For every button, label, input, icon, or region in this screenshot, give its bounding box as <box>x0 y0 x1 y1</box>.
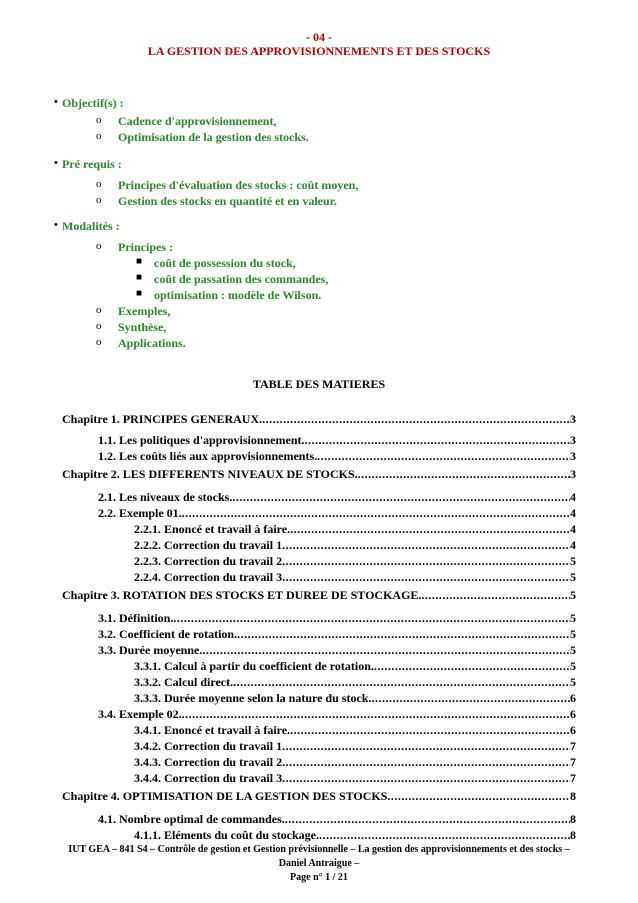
toc-entry-page: 8 <box>570 789 576 803</box>
toc-entry[interactable] <box>98 433 576 448</box>
toc-leader <box>387 789 570 804</box>
section-modalites-title <box>54 219 120 234</box>
toc-entry-label: Chapitre 3. ROTATION DES STOCKS ET DUREE DE STOCKAGE. <box>62 588 422 602</box>
toc-entry-page: 7 <box>570 771 576 785</box>
toc-entry-page: 5 <box>570 554 576 568</box>
toc-entry-label: 3.4.3. Correction du travail 2 <box>134 755 283 769</box>
toc-leader <box>202 643 570 658</box>
toc-entry[interactable] <box>134 675 576 690</box>
principe-item-text: coût de possession du stock, <box>154 256 296 270</box>
toc-leader <box>421 588 570 603</box>
footer-text: IUT GEA – 841 S4 – Contrôle de gestion et Gestion prévisionnelle – La gestion des approvisionnements et des stocks – Daniel Antraigue – <box>68 844 570 869</box>
toc-leader <box>233 675 570 690</box>
toc-leader <box>285 812 570 827</box>
toc-leader <box>182 506 570 521</box>
bullet-icon: • <box>54 219 58 231</box>
section-title-text: Modalités : <box>62 219 120 233</box>
toc-entry-label: 2.2. Exemple 01. <box>98 506 182 520</box>
toc-entry-label: 4.1. Nombre optimal de commandes. <box>98 812 285 826</box>
toc-entry-page: 5 <box>570 675 576 689</box>
principe-item <box>136 256 296 271</box>
circle-bullet-icon: o <box>96 240 102 252</box>
toc-leader <box>358 467 570 482</box>
toc-entry-page: 6 <box>570 723 576 737</box>
toc-entry-label: Chapitre 1. PRINCIPES GENERAUX. <box>62 412 263 426</box>
toc-entry[interactable] <box>98 449 576 464</box>
toc-entry-label: 3.2. Coefficient de rotation. <box>98 627 238 641</box>
toc-entry[interactable] <box>98 643 576 658</box>
toc-entry-page: 5 <box>570 643 576 657</box>
objectif-item <box>96 130 309 145</box>
toc-entry-label: 3.1. Définition. <box>98 611 174 625</box>
modalites-item-text: Exemples, <box>118 304 171 318</box>
toc-title: TABLE DES MATIERES <box>252 377 386 391</box>
bullet-icon: • <box>54 157 58 169</box>
toc-entry-label: 2.2.1. Enoncé et travail à faire. <box>134 522 291 536</box>
circle-bullet-icon: o <box>96 130 102 142</box>
toc-entry-label: 3.4. Exemple 02. <box>98 707 182 721</box>
toc-entry-page: 7 <box>570 739 576 753</box>
toc-entry[interactable] <box>134 723 576 738</box>
circle-bullet-icon: o <box>96 114 102 126</box>
toc-entry-page: 3 <box>570 412 576 426</box>
toc-entry-label: Chapitre 4. OPTIMISATION DE LA GESTION DES STOCKS <box>62 789 388 803</box>
toc-leader <box>374 659 570 674</box>
toc-leader <box>371 691 570 706</box>
toc-leader <box>319 828 570 843</box>
toc-entry[interactable] <box>134 691 576 706</box>
principes-label: Principes : <box>118 240 173 254</box>
principe-item <box>136 288 322 303</box>
toc-entry-page: 6 <box>570 707 576 721</box>
toc-leader <box>290 522 570 537</box>
toc-entry-page: 7 <box>570 755 576 769</box>
section-objectifs-title <box>54 96 124 111</box>
toc-leader <box>237 627 570 642</box>
modalites-item <box>96 320 167 335</box>
toc-entry-page: 5 <box>570 588 576 602</box>
toc-entry[interactable] <box>134 659 576 674</box>
toc-leader <box>317 449 570 464</box>
toc-leader <box>282 771 570 786</box>
objectif-item-text: Cadence d'approvisionnement, <box>118 114 277 128</box>
toc-leader <box>182 707 570 722</box>
section-title-text: Objectif(s) : <box>62 96 124 110</box>
toc-entry-chapter-4[interactable] <box>62 789 576 804</box>
prerequis-item <box>96 178 359 193</box>
principe-item-text: optimisation : modèle de Wilson. <box>154 288 322 302</box>
toc-entry[interactable] <box>134 554 576 569</box>
objectif-item-text: Optimisation de la gestion des stocks. <box>118 130 309 144</box>
prerequis-item-text: Gestion des stocks en quantité et en valeur. <box>118 194 337 208</box>
modalites-item <box>96 304 171 319</box>
square-bullet-icon: ■ <box>136 256 143 267</box>
toc-leader <box>282 739 570 754</box>
toc-entry-page: 8 <box>570 812 576 826</box>
toc-leader <box>262 412 570 427</box>
toc-entry-page: 4 <box>570 490 576 504</box>
modalites-item <box>96 336 186 351</box>
chapter-number: - 04 - <box>306 30 332 44</box>
toc-leader <box>282 570 570 585</box>
modalites-principes <box>96 240 173 255</box>
toc-entry-label: 3.3. Durée moyenne. <box>98 643 203 657</box>
toc-leader <box>282 554 570 569</box>
toc-entry-label: 1.2. Les coûts liés aux approvisionnements. <box>98 449 318 463</box>
toc-entry-page: 3 <box>570 433 576 447</box>
toc-entry-label: 2.2.4. Correction du travail 3 <box>134 570 283 584</box>
toc-entry[interactable] <box>134 538 576 553</box>
section-title-text: Pré requis : <box>62 157 122 171</box>
square-bullet-icon: ■ <box>136 288 143 299</box>
toc-entry-label: 3.3.3. Durée moyenne selon la nature du stock. <box>134 691 372 705</box>
toc-entry-page: 5 <box>570 611 576 625</box>
circle-bullet-icon: o <box>96 194 102 206</box>
document-title: LA GESTION DES APPROVISIONNEMENTS ET DES STOCKS <box>147 44 491 58</box>
toc-entry-page: 5 <box>570 570 576 584</box>
toc-leader <box>282 538 570 553</box>
modalites-item-text: Synthèse, <box>118 320 167 334</box>
page-footer <box>62 843 576 885</box>
modalites-item-text: Applications. <box>118 336 186 350</box>
toc-leader <box>290 723 570 738</box>
footer-page-number: Page n° 1 / 21 <box>290 872 348 883</box>
toc-leader <box>304 433 570 448</box>
toc-entry-page: 4 <box>570 506 576 520</box>
toc-entry[interactable] <box>98 506 576 521</box>
bullet-icon: • <box>54 96 58 108</box>
toc-entry-label: 4.1.1. Eléments du coût du stockage. <box>134 828 320 842</box>
toc-entry[interactable] <box>134 739 576 754</box>
toc-entry[interactable] <box>98 611 576 626</box>
toc-entry-page: 3 <box>570 449 576 463</box>
principe-item-text: coût de passation des commandes, <box>154 272 329 286</box>
toc-entry[interactable] <box>98 707 576 722</box>
circle-bullet-icon: o <box>96 320 102 332</box>
toc-entry-page: 8 <box>570 828 576 842</box>
circle-bullet-icon: o <box>96 178 102 190</box>
toc-entry[interactable] <box>134 522 576 537</box>
toc-entry-page: 3 <box>570 467 576 481</box>
toc-entry-page: 4 <box>570 538 576 552</box>
toc-entry-label: 3.4.2. Correction du travail 1 <box>134 739 283 753</box>
toc-entry-label: 1.1. Les politiques d'approvisionnement. <box>98 433 305 447</box>
toc-entry[interactable] <box>134 570 576 585</box>
toc-entry-page: 5 <box>570 627 576 641</box>
objectif-item <box>96 114 277 129</box>
principe-item <box>136 272 329 287</box>
circle-bullet-icon: o <box>96 336 102 348</box>
toc-entry-label: 3.4.1. Enoncé et travail à faire. <box>134 723 291 737</box>
toc-entry-label: 3.4.4. Correction du travail 3 <box>134 771 283 785</box>
toc-entry-label: Chapitre 2. LES DIFFERENTS NIVEAUX DE STOCKS. <box>62 467 358 481</box>
toc-entry-chapter-3[interactable] <box>62 588 576 603</box>
toc-entry-label: 3.3.1. Calcul à partir du coefficient de rotation. <box>134 659 374 673</box>
toc-entry-label: 2.2.3. Correction du travail 2 <box>134 554 283 568</box>
toc-entry[interactable] <box>134 771 576 786</box>
toc-entry-page: 4 <box>570 522 576 536</box>
toc-entry-label: 2.2.2. Correction du travail 1 <box>134 538 283 552</box>
toc-entry[interactable] <box>98 812 576 827</box>
toc-entry-label: 2.1. Les niveaux de stocks. <box>98 490 233 504</box>
toc-leader <box>282 755 570 770</box>
prerequis-item <box>96 194 337 209</box>
toc-entry[interactable] <box>134 755 576 770</box>
toc-entry-page: 6 <box>570 691 576 705</box>
toc-leader <box>232 490 570 505</box>
toc-entry[interactable] <box>98 627 576 642</box>
toc-entry-label: 3.3.2. Calcul direct. <box>134 675 234 689</box>
toc-entry-chapter-2[interactable] <box>62 467 576 482</box>
toc-leader <box>173 611 570 626</box>
toc-entry[interactable] <box>98 490 576 505</box>
section-prerequis-title <box>54 157 122 172</box>
circle-bullet-icon: o <box>96 304 102 316</box>
toc-entry-page: 5 <box>570 659 576 673</box>
toc-entry[interactable] <box>134 828 576 843</box>
square-bullet-icon: ■ <box>136 272 143 283</box>
prerequis-item-text: Principes d'évaluation des stocks : coût moyen, <box>118 178 359 192</box>
toc-entry-chapter-1[interactable] <box>62 412 576 427</box>
